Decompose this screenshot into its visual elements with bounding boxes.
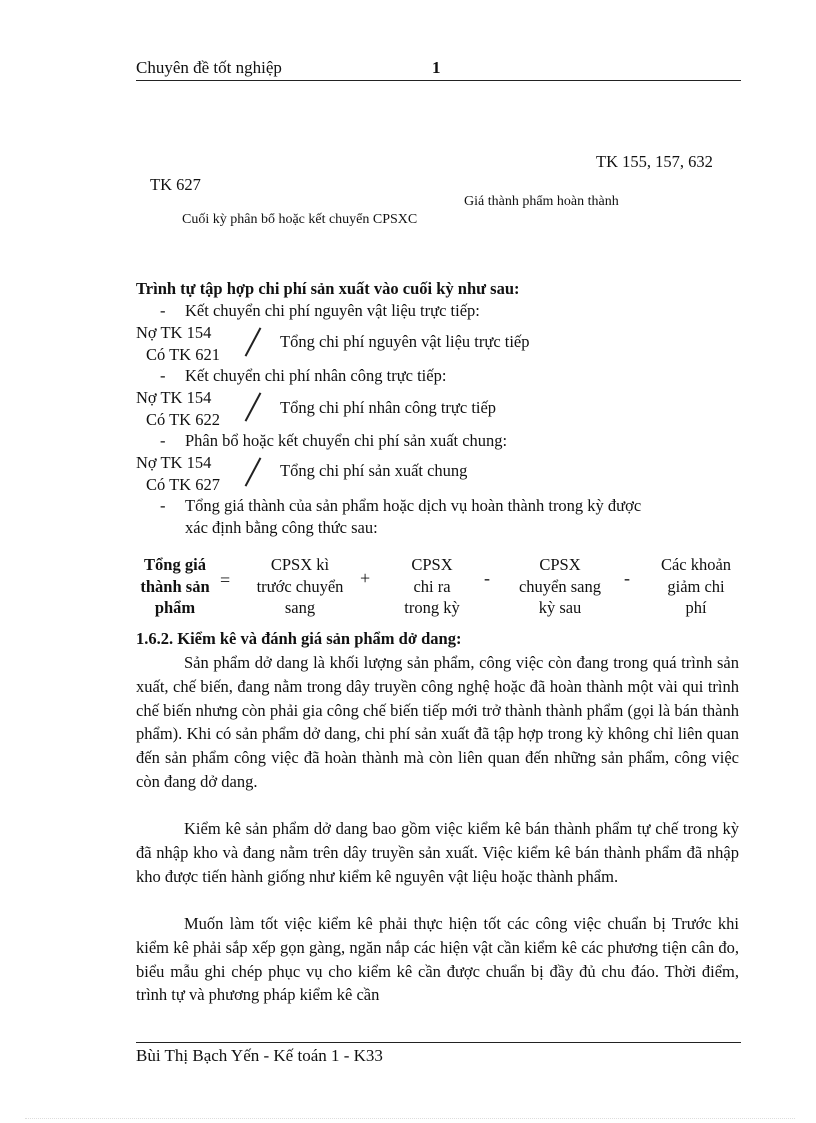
plus-sign: + xyxy=(360,568,371,588)
account-tk155: TK 155, 157, 632 xyxy=(596,152,713,171)
account-tk627: TK 627 xyxy=(150,175,201,194)
label-finished-cost: Giá thành phẩm hoàn thành xyxy=(464,194,619,209)
amount-label: Tổng chi phí sản xuất chung xyxy=(280,461,468,480)
step-text: Kết chuyển chi phí nguyên vật liệu trực tiếp: xyxy=(185,301,480,320)
bullet: - xyxy=(160,431,166,450)
subsection-heading: 1.6.2. Kiểm kê và đánh giá sản phẩm dở dang: xyxy=(136,629,462,648)
bullet: - xyxy=(160,301,166,320)
step-text: Kết chuyển chi phí nhân công trực tiếp: xyxy=(185,366,447,385)
debit-account: Nợ TK 154 xyxy=(136,453,212,472)
credit-account: Có TK 621 xyxy=(146,345,220,364)
formula-term-reductions: Các khoản giảm chi phí xyxy=(660,555,732,617)
page-header xyxy=(136,58,741,81)
debit-account: Nợ TK 154 xyxy=(136,323,212,342)
paragraph: Muốn làm tốt việc kiểm kê phải thực hiện tốt các công việc chuẩn bị Trước khi kiểm kê phải sắp xếp gọn gàng, ngăn nắp các hiện vật cần kiểm kê các phương tiện cân đo, biểu mẫu ghi chép phục vụ cho kiểm kê cần được chuẩn bị đầy đủ chu đáo. Thời điểm, trình tự và phương pháp kiểm kê cần xyxy=(136,914,739,1005)
paragraph: Kiểm kê sản phẩm dở dang bao gồm việc kiểm kê bán thành phẩm tự chế trong kỳ đã nhập kho và đang nằm trên dây truyền sản xuất. Việc kiểm kê bán thành phẩm đã nhập kho được tiến hành giống như kiểm kê nguyên vật liệu hoặc thành phẩm. xyxy=(136,819,739,886)
page-number: 1 xyxy=(432,58,441,77)
bullet: - xyxy=(160,366,166,385)
amount-label: Tổng chi phí nhân công trực tiếp xyxy=(280,398,497,417)
credit-account: Có TK 622 xyxy=(146,410,220,429)
equals-sign: = xyxy=(220,570,231,590)
section-heading: Trình tự tập hợp chi phí sản xuất vào cuối kỳ như sau: xyxy=(136,279,520,298)
step-text: Phân bổ hoặc kết chuyển chi phí sản xuất chung: xyxy=(185,431,508,450)
slash-divider xyxy=(245,327,262,356)
label-period-end: Cuối kỳ phân bổ hoặc kết chuyển CPSXC xyxy=(182,212,418,227)
total-intro-line2: xác định bằng công thức sau: xyxy=(185,518,378,537)
paragraph: Sản phẩm dở dang là khối lượng sản phẩm, công việc còn đang trong quá trình sản xuất, chế biến, đang nằm trong dây truyền công nghệ hoặc đã hoàn thành một vài qui trình chế biến nhưng còn phải gia công chế biến tiếp mới trở thành thành phẩm (gọi là bán thành phẩm). Khi có sản phẩm dở dang, chi phí sản xuất đã tập hợp trong kỳ không chỉ liên quan đến sản phẩm công việc đã hoàn thành mà còn liên quan đến những sản phẩm, công việc còn đang dở dang. xyxy=(136,653,739,791)
formula-term-prior-wip: CPSX kì trước chuyển sang xyxy=(256,555,344,617)
minus-sign: - xyxy=(624,568,630,588)
total-intro-line1: Tổng giá thành của sản phẩm hoặc dịch vụ hoàn thành trong kỳ được xyxy=(185,496,642,515)
amount-label: Tổng chi phí nguyên vật liệu trực tiếp xyxy=(280,332,530,351)
credit-account: Có TK 627 xyxy=(146,475,220,494)
slash-divider xyxy=(245,392,262,421)
footer-author: Bùi Thị Bạch Yến - Kế toán 1 - K33 xyxy=(136,1046,383,1065)
minus-sign: - xyxy=(484,568,490,588)
formula-term-period-cost: CPSX chi ra trong kỳ xyxy=(404,555,460,617)
slash-divider xyxy=(245,457,262,486)
formula-result: Tổng giá thành sản phẩm xyxy=(140,555,210,617)
bullet: - xyxy=(160,496,166,515)
page-bottom-dotted-line xyxy=(25,1118,795,1119)
debit-account: Nợ TK 154 xyxy=(136,388,212,407)
formula-term-carried-forward: CPSX chuyển sang kỳ sau xyxy=(518,555,602,617)
footer-rule xyxy=(136,1042,741,1043)
document-title: Chuyên đề tốt nghiệp xyxy=(136,58,282,77)
